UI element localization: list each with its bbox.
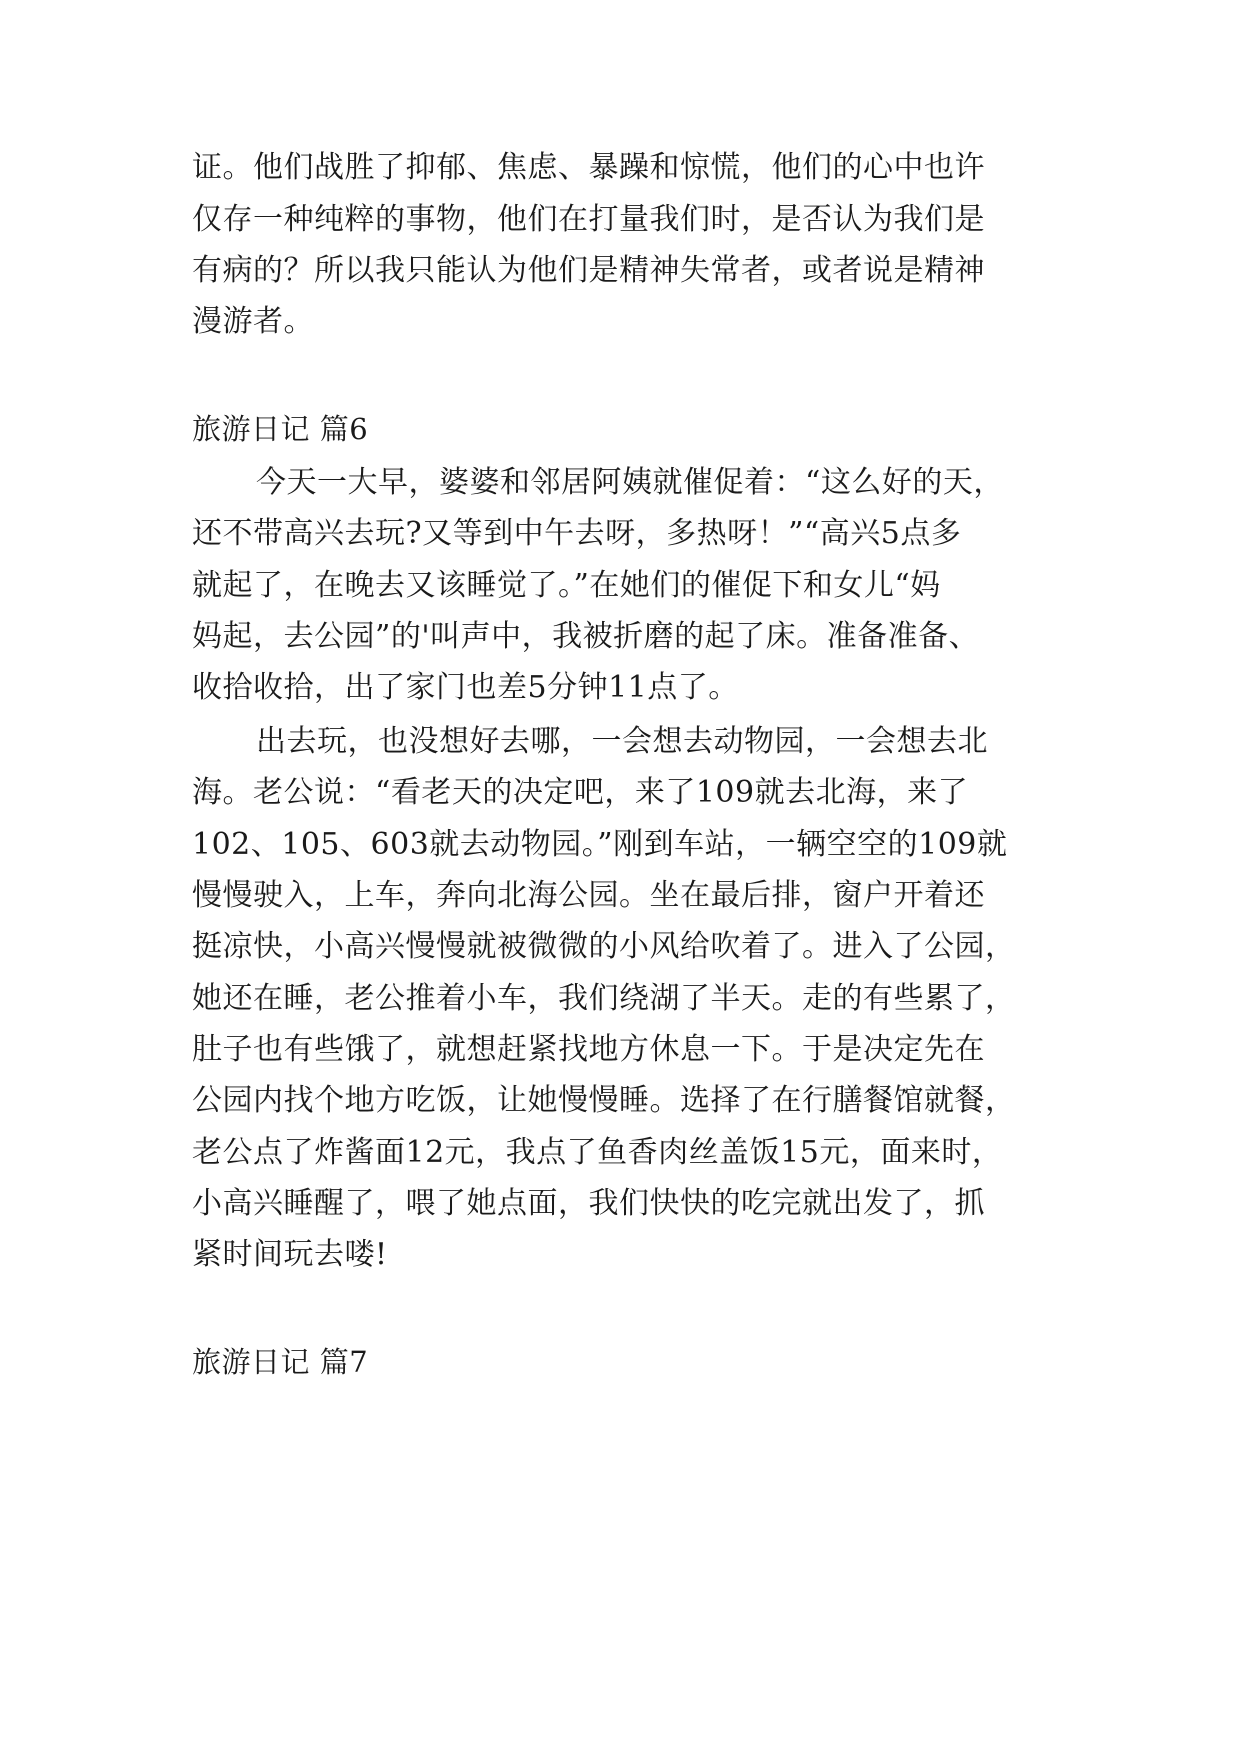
text-line: 出去玩，也没想好去哪，一会想去动物园，一会想去北 xyxy=(256,724,988,759)
text-line: 她还在睡，老公推着小车，我们绕湖了半天。走的有些累了， xyxy=(192,981,1016,1016)
text-line: 仅存一种纯粹的事物，他们在打量我们时，是否认为我们是 xyxy=(192,202,985,237)
text-line: 妈起，去公园”的'叫声中，我被折磨的起了床。准备准备、 xyxy=(192,619,980,654)
text-line: 漫游者。 xyxy=(192,304,314,339)
text-line: 今天一大早，婆婆和邻居阿姨就催促着：“这么好的天， xyxy=(256,465,1004,500)
section-heading: 旅游日记 篇7 xyxy=(192,1345,369,1379)
text-line: 老公点了炸酱面12元，我点了鱼香肉丝盖饭15元，面来时， xyxy=(192,1135,1003,1170)
text-line: 慢慢驶入，上车，奔向北海公园。坐在最后排，窗户开着还 xyxy=(192,878,985,913)
text-line: 有病的？所以我只能认为他们是精神失常者，或者说是精神 xyxy=(192,253,985,288)
text-line: 收拾收拾，出了家门也差5分钟11点了。 xyxy=(192,670,739,705)
text-line: 小高兴睡醒了，喂了她点面，我们快快的吃完就出发了，抓 xyxy=(192,1186,985,1221)
text-line: 102、105、603就去动物园。”刚到车站，一辆空空的109就 xyxy=(192,827,1008,862)
text-line: 紧时间玩去喽! xyxy=(192,1237,388,1272)
section-heading: 旅游日记 篇6 xyxy=(192,412,369,446)
text-line: 挺凉快，小高兴慢慢就被微微的小风给吹着了。进入了公园， xyxy=(192,929,1016,964)
text-line: 证。他们战胜了抑郁、焦虑、暴躁和惊慌，他们的心中也许 xyxy=(192,150,985,185)
text-line: 海。老公说：“看老天的决定吧，来了109就去北海，来了 xyxy=(192,775,969,810)
text-line: 就起了，在晚去又该睡觉了。”在她们的催促下和女儿“妈 xyxy=(192,568,941,603)
text-line: 肚子也有些饿了，就想赶紧找地方休息一下。于是决定先在 xyxy=(192,1032,985,1067)
text-line: 公园内找个地方吃饭，让她慢慢睡。选择了在行膳餐馆就餐， xyxy=(192,1083,1016,1118)
text-line: 还不带高兴去玩?又等到中午去呀，多热呀！”“高兴5点多 xyxy=(192,516,962,551)
